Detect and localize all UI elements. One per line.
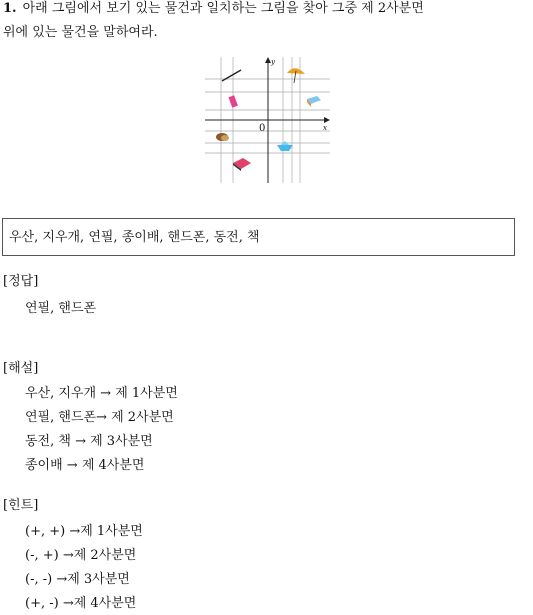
answer-label: [정답] xyxy=(3,274,39,289)
hint-line: (+, +) →제 1사분면 xyxy=(25,524,143,539)
explanation-line: 동전, 책 → 제 3사분면 xyxy=(25,434,153,449)
choices-box xyxy=(2,218,515,256)
explanation-line: 연필, 핸드폰→ 제 2사분면 xyxy=(25,410,174,425)
eraser-icon xyxy=(307,96,321,107)
hint-label: [힌트] xyxy=(3,498,39,513)
x-axis-label: x xyxy=(323,124,327,132)
umbrella-icon xyxy=(287,68,305,83)
hint-line: (+, -) →제 4사분면 xyxy=(25,596,137,611)
choices-text: 우산, 지우개, 연필, 종이배, 핸드폰, 동전, 책 xyxy=(9,230,260,245)
question-line-1 xyxy=(3,0,424,18)
question-number: 1. xyxy=(3,1,17,16)
coin-icon xyxy=(216,133,229,141)
origin-label: 0 xyxy=(259,123,266,134)
phone-icon xyxy=(228,95,237,107)
question-text-1: 아래 그림에서 보기 있는 물건과 일치하는 그림을 찾아 그중 제 2사분면 xyxy=(22,1,424,16)
hint-line: (-, -) →제 3사분면 xyxy=(25,572,130,587)
explanation-line: 종이배 → 제 4사분면 xyxy=(25,458,145,473)
book-icon xyxy=(233,158,251,171)
y-axis-label: y xyxy=(271,58,275,66)
hint-line: (-, +) →제 2사분면 xyxy=(25,548,137,563)
question-text-2: 위에 있는 물건을 말하여라. xyxy=(3,25,158,40)
answer-text: 연필, 핸드폰 xyxy=(25,301,97,316)
coordinate-plane-figure xyxy=(205,57,330,183)
explanation-label: [해설] xyxy=(3,361,39,376)
explanation-line: 우산, 지우개 → 제 1사분면 xyxy=(25,386,178,401)
x-axis-arrowhead xyxy=(324,117,330,123)
paper-boat-icon xyxy=(277,141,293,151)
